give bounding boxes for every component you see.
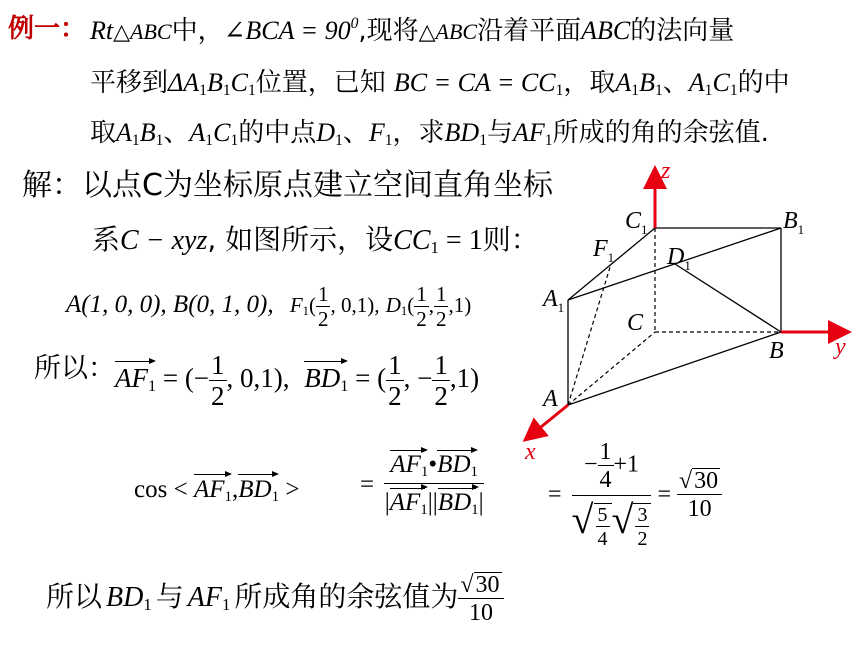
vector-bd1: $BD_1$ = ( $\frac{1}{2}$ , − $\frac{1}{2}$ ,1) bbox=[304, 350, 480, 411]
conclusion-line: 所以 $BD_1$ 与 $AF_1$ 所成角的余弦值为 $\frac{√30}{10}$ bbox=[46, 572, 504, 625]
point-f1: $F_1$ bbox=[368, 118, 393, 149]
conclusion-text-a: 所以 bbox=[46, 580, 103, 613]
conclusion-af1: $AF_1$ bbox=[187, 582, 231, 615]
coordinates-line bbox=[66, 284, 471, 330]
line2-text-a: 平移到 bbox=[90, 68, 169, 98]
rt-text: Rt bbox=[90, 16, 114, 45]
problem-line-1 bbox=[90, 10, 734, 47]
segment-af1: $AF_1$ bbox=[513, 118, 553, 149]
edge-ab bbox=[568, 332, 781, 405]
segment-a1c1-2: $A_1C_1$ bbox=[189, 118, 239, 149]
vector-af1: $AF_1$ = (− $\frac{1}{2}$ , 0,1), bbox=[115, 350, 297, 411]
segment-a1b1: $A_1B_1$ bbox=[615, 68, 663, 99]
line3-text-f: 与 bbox=[487, 118, 514, 148]
conclusion-text-b: 与 bbox=[155, 580, 184, 613]
sqrt-five-quarters: √ $\frac{5}{4}$ bbox=[572, 500, 612, 549]
line3-text-d: 、 bbox=[342, 118, 369, 148]
coords-a-b: A(1, 0, 0), B(0, 1, 0), bbox=[66, 290, 274, 318]
label-c1: $C_1$ bbox=[625, 208, 648, 237]
point-d1: $D_1$ bbox=[316, 118, 343, 149]
coords-f1: $F_1$( $\frac{1}{2}$ , 0,1), bbox=[289, 282, 380, 331]
coordinate-system: C − xyz bbox=[120, 225, 208, 256]
coords-d1: $D_1$( $\frac{1}{2}$ , $\frac{1}{2}$ ,1) bbox=[385, 282, 472, 331]
line3-text-g: 所成的角的余弦值. bbox=[552, 118, 769, 148]
cc1-equation: $CC_1 = 1$ bbox=[393, 225, 483, 258]
x-axis-label: x bbox=[525, 439, 536, 460]
equal-lengths: BC = CA = $CC_1$ bbox=[393, 68, 564, 99]
label-f1: $F_1$ bbox=[593, 236, 615, 265]
segment-a1c1: $A_1C_1$ bbox=[688, 68, 738, 99]
plane-abc: ABC bbox=[581, 16, 631, 45]
y-axis-label: y bbox=[835, 334, 846, 360]
label-a1: $A_1$ bbox=[543, 286, 565, 315]
edge-ac-hidden bbox=[568, 332, 655, 405]
label-b1: $B_1$ bbox=[783, 208, 805, 237]
cos-fraction-2: = − $\frac{1}{4}$ +1 √ $\frac{5}{4}$ √ $\frac{3}{2}$ = $\frac{√30}{10}$ bbox=[548, 440, 722, 549]
segment-af1-hidden bbox=[568, 264, 611, 405]
label-a: A bbox=[543, 386, 558, 412]
angle-bca: ∠BCA = 90 bbox=[223, 16, 351, 45]
line2-text-d: 、 bbox=[662, 68, 689, 98]
solution-line-2 bbox=[92, 218, 539, 258]
cos-text: cos bbox=[134, 476, 168, 503]
zhong-text: 中， bbox=[171, 16, 224, 46]
vectors-line bbox=[34, 352, 479, 410]
line2-text-e: 的中 bbox=[737, 68, 790, 98]
sqrt-three-halves: √ $\frac{3}{2}$ bbox=[612, 500, 652, 549]
assume-text: , 如图所示，设 bbox=[207, 223, 394, 256]
mid-text-2: 沿着平面 bbox=[477, 16, 582, 46]
mid-text-1: ,现将 bbox=[358, 16, 419, 46]
suoyi-text: 所以： bbox=[34, 353, 115, 385]
cos-fraction-1: = $\frac{AF_1•BD_1}{|AF_1||BD_1|}$ bbox=[360, 451, 484, 518]
segment-a1b1-2: $A_1B_1$ bbox=[116, 118, 164, 149]
example-label: 例一： bbox=[8, 14, 87, 44]
label-c: C bbox=[627, 310, 644, 336]
ze-text: 则： bbox=[482, 223, 539, 256]
xi-text: 系 bbox=[92, 223, 121, 256]
line3-text-e: ，求 bbox=[392, 118, 445, 148]
problem-line-2 bbox=[90, 62, 790, 100]
solution-line-1: 解：以点C为坐标原点建立空间直角坐标 bbox=[22, 168, 553, 203]
label-d1: $D_1$ bbox=[667, 244, 691, 273]
segment-d1b bbox=[675, 264, 781, 332]
conclusion-bd1: $BD_1$ bbox=[106, 582, 152, 615]
line3-text-c: 的中点 bbox=[238, 118, 317, 148]
cos-expression: $\cos < AF_1,BD_1$ > bbox=[134, 476, 300, 505]
line3-text-a: 取 bbox=[90, 118, 117, 148]
label-b: B bbox=[769, 338, 784, 364]
mid-text-3: 的法向量 bbox=[630, 16, 735, 46]
degree-sup: 0 bbox=[350, 15, 359, 33]
triangle-abc-2: △ABC bbox=[418, 19, 478, 44]
line3-text-b: 、 bbox=[163, 118, 190, 148]
line2-text-c: ，取 bbox=[563, 68, 616, 98]
line2-text-b: 位置，已知 bbox=[255, 68, 386, 98]
conclusion-text-c: 所成角的余弦值为 bbox=[234, 580, 459, 613]
segment-bd1: $BD_1$ bbox=[444, 118, 488, 149]
prism-figure bbox=[505, 160, 860, 460]
triangle-a1b1c1: $\Delta A_1B_1C_1$ bbox=[168, 68, 256, 99]
z-axis-label: z bbox=[661, 160, 671, 184]
problem-line-3 bbox=[90, 112, 769, 150]
triangle-abc-1: △ABC bbox=[113, 19, 172, 44]
